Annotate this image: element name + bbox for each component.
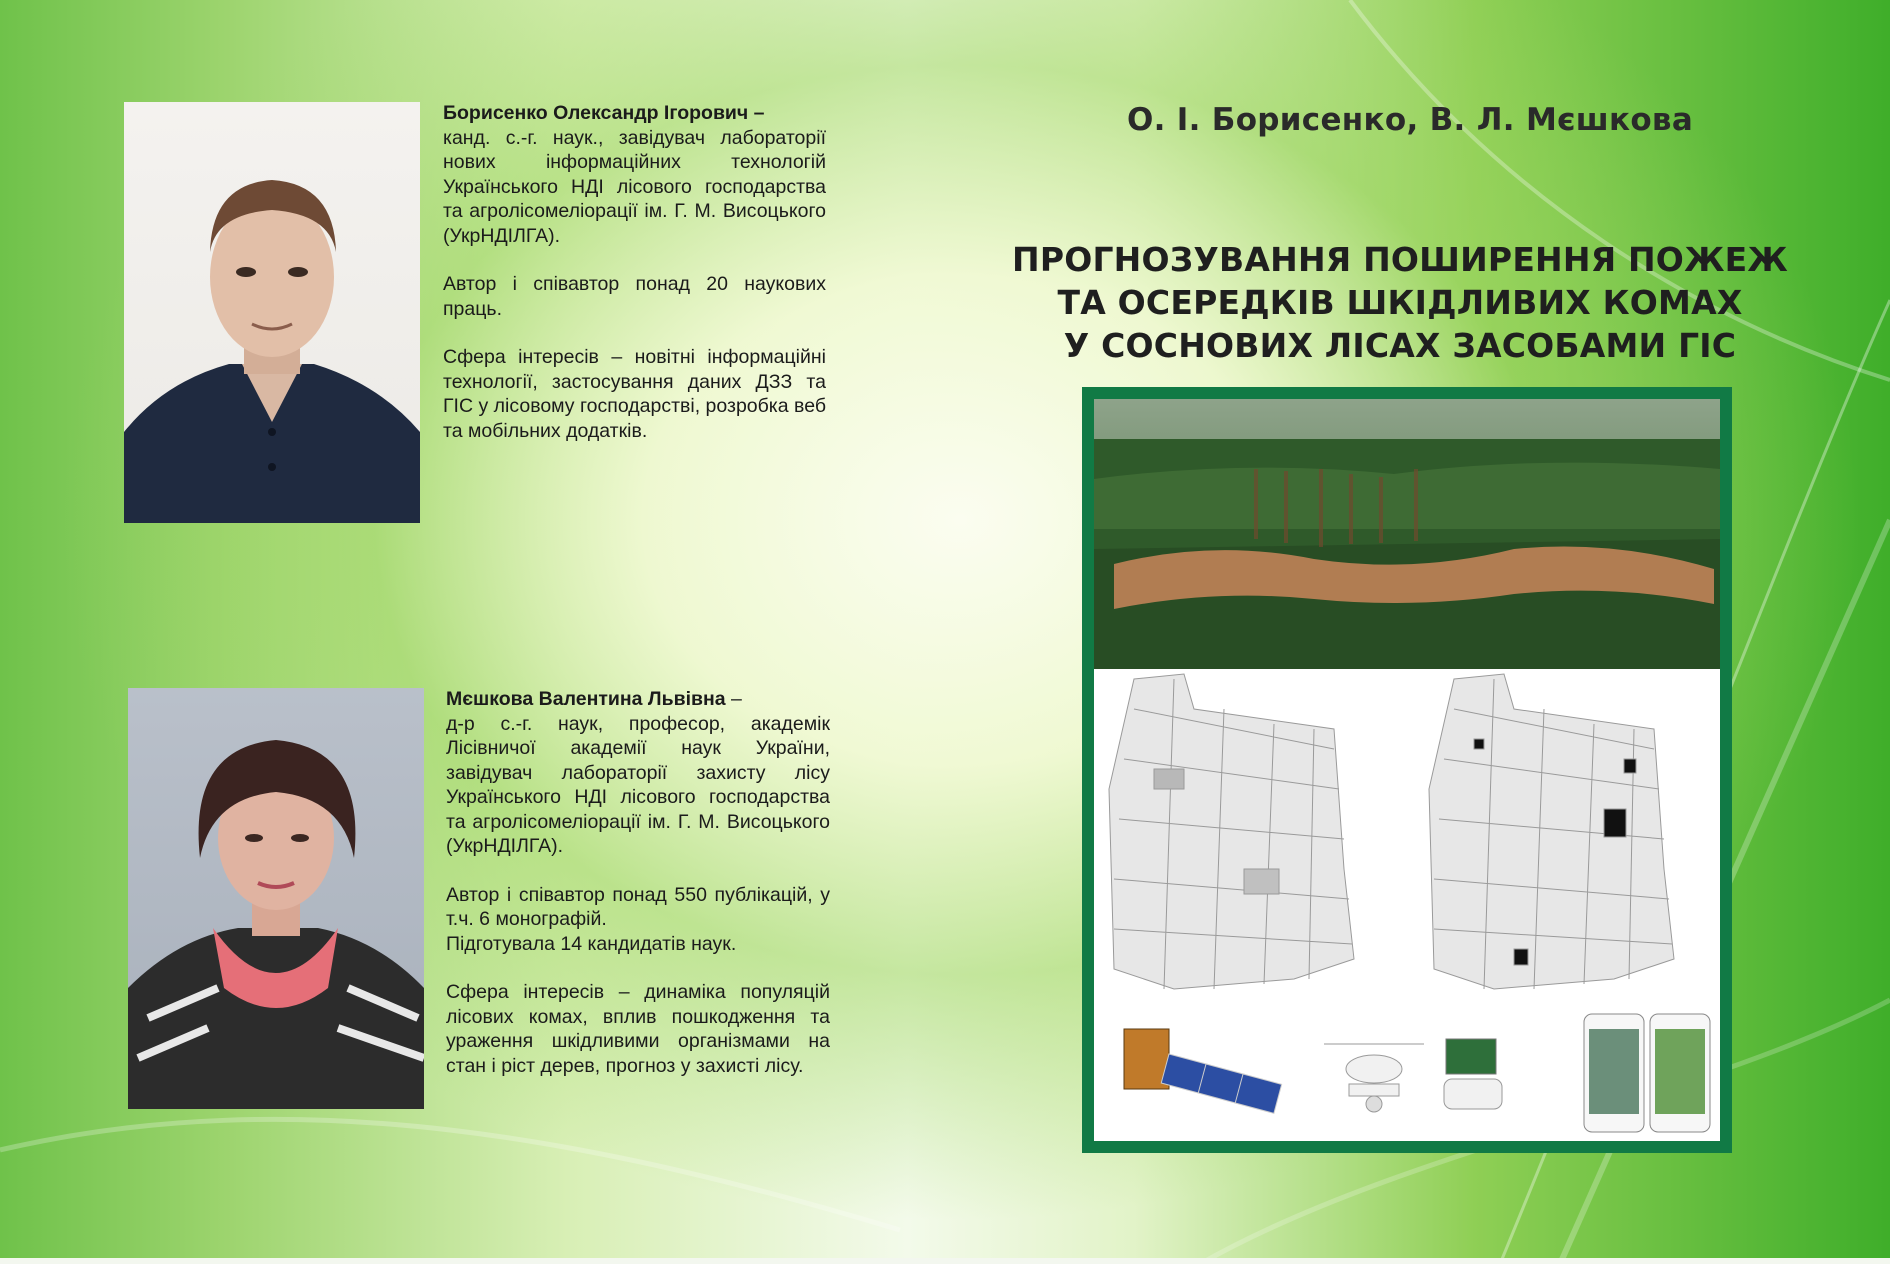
cover-illustration: [1094, 399, 1720, 1141]
author1-photo: [124, 102, 420, 523]
author1-interests: Сфера інтересів – новітні інформаційні технології, застосування даних ДЗЗ та ГІС у лісовому господарстві, розробка веб та мобільних додатків.: [443, 346, 826, 442]
author1-description: канд. с.-г. наук., завідувач лабораторії нових інформаційних технологій Українського НДІ лісового господарства та агролісомеліорації ім. Г. М. Висоцького (УкрНДІЛГА).: [443, 126, 826, 247]
title-line-1: ПРОГНОЗУВАННЯ ПОШИРЕННЯ ПОЖЕЖ: [1012, 240, 1788, 279]
forest-photo: [1094, 399, 1720, 669]
cover-illustration-frame: [1082, 387, 1732, 1153]
gis-devices: [1094, 1009, 1720, 1141]
smartphone-icons: [1584, 1014, 1710, 1132]
book-authors: О. І. Борисенко, В. Л. Мєшкова: [1126, 102, 1694, 138]
remote-controller-icon: [1444, 1039, 1502, 1109]
author2-bio: [446, 687, 830, 1102]
author1-works: Автор і співавтор понад 20 наукових праць.: [443, 273, 826, 320]
author2-students: Підготувала 14 кандидатів наук.: [446, 932, 737, 955]
author2-interests: Сфера інтересів – динаміка популяцій лісових комах, вплив пошкодження та ураження шкідливими організмами на стан і ріст дерев, прогноз у захисті лісу.: [446, 981, 830, 1077]
gis-map-left: [1109, 674, 1354, 989]
author1-name: Борисенко Олександр Ігорович –: [443, 102, 765, 124]
title-line-2: ТА ОСЕРЕДКІВ ШКІДЛИВИХ КОМАХ: [1057, 283, 1743, 322]
author2-description: д-р с.-г. наук, професор, академік Лісівничої академії наук України, завідувач лабораторії захисту лісу Українського НДІ лісового господарства та агролісомеліорації ім. Г. М. Висоцького (УкрНДІЛГА).: [446, 712, 830, 857]
book-title: [990, 238, 1810, 367]
author2-works: Автор і співавтор понад 550 публікацій, у т.ч. 6 монографій.: [446, 883, 830, 930]
gis-maps: [1094, 669, 1720, 1009]
author1-bio: [443, 101, 826, 467]
satellite-icon: [1124, 1029, 1282, 1113]
drone-icon: [1324, 1044, 1424, 1112]
author2-photo: [128, 688, 424, 1109]
author2-name-dash: –: [725, 688, 742, 710]
title-line-3: У СОСНОВИХ ЛІСАХ ЗАСОБАМИ ГІС: [1063, 326, 1737, 365]
author2-name: Мєшкова Валентина Львівна: [446, 688, 726, 710]
gis-map-right: [1429, 674, 1674, 989]
page-bottom-edge: [0, 1258, 1890, 1264]
